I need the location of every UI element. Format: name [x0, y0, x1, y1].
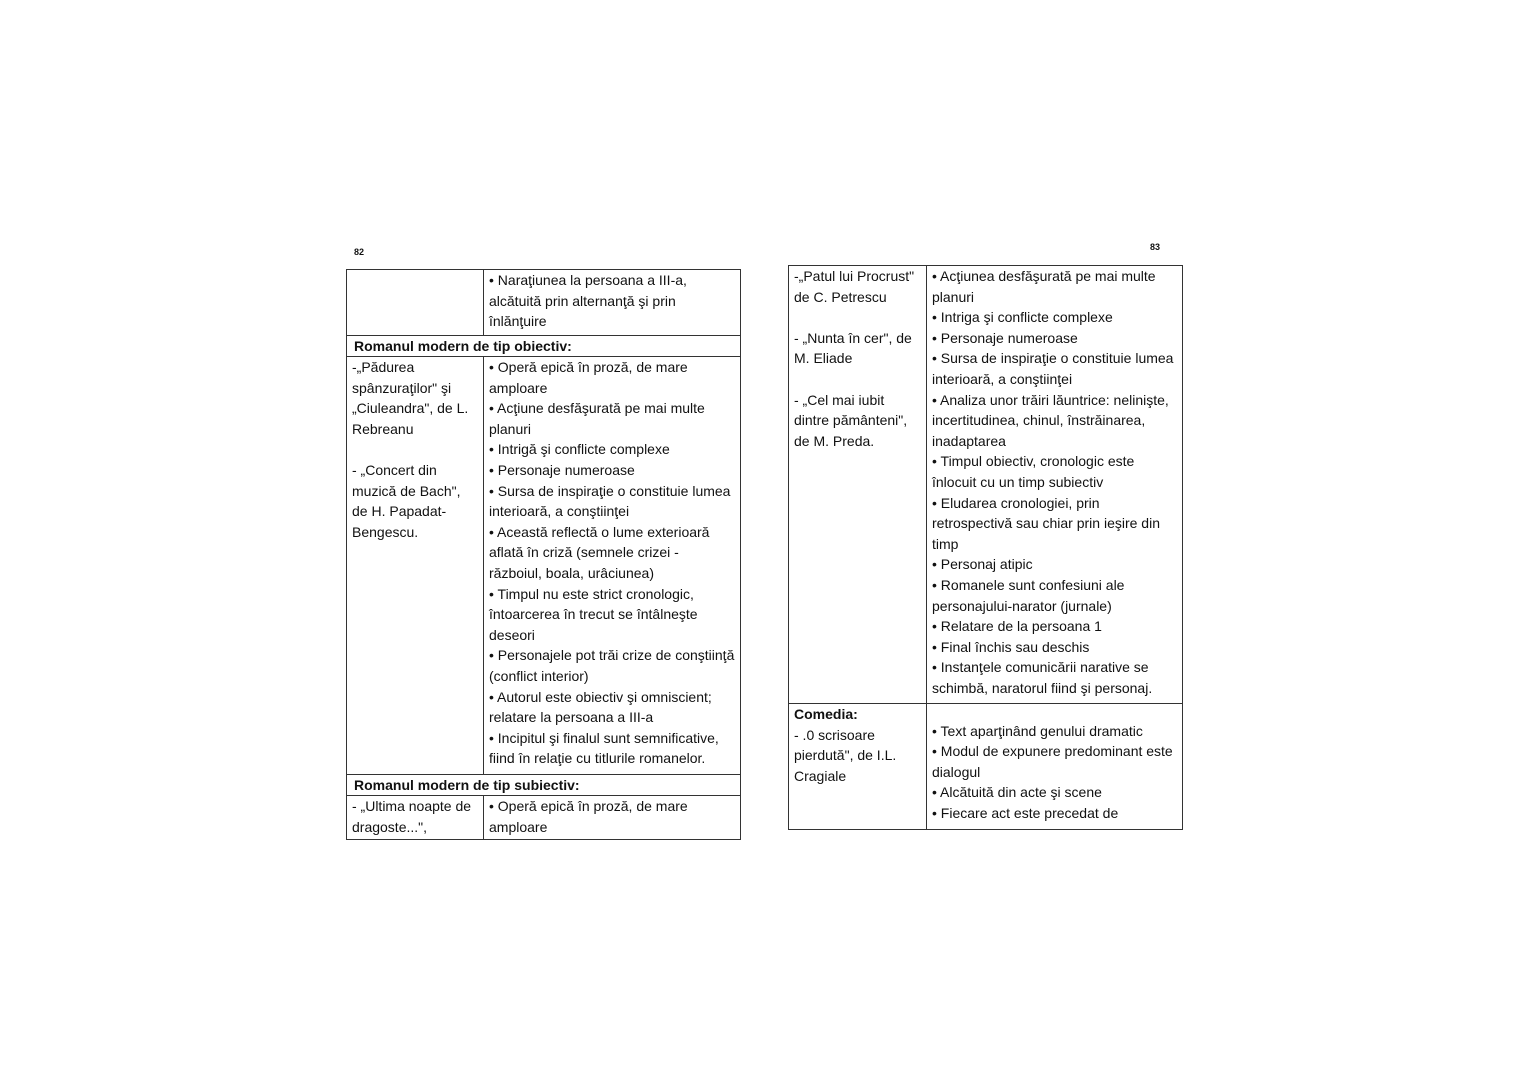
right-page-table — [788, 265, 1183, 830]
list-item: • Operă epică în proză, de mare amploare — [489, 359, 688, 396]
list-item: • Personaj atipic — [932, 556, 1033, 573]
list-item: • Personaje numeroase — [489, 461, 635, 478]
titles-cell — [347, 270, 484, 336]
section-row — [347, 775, 741, 796]
list-item: • Relatare de la persoana 1 — [932, 618, 1102, 635]
list-item: • Operă epică în proză, de mare amploare — [489, 798, 688, 835]
list-item: • Naraţiunea la persoana a III-a, alcătuită prin alternanţă şi prin înlănţuire — [489, 272, 687, 330]
list-item: • Incipitul şi finalul sunt semnificative, fiind în relaţie cu titlurile romanelor. — [489, 729, 719, 767]
list-item: • Final închis sau deschis — [932, 638, 1090, 655]
features-cell — [484, 270, 741, 336]
page-number-left: 82 — [354, 247, 365, 257]
list-item: • Intrigă şi conflicte complexe — [489, 441, 670, 458]
list-item: • Personajele pot trăi crize de conştiinţă (conflict interior) — [489, 647, 735, 684]
page-number-right: 83 — [1150, 242, 1161, 252]
left-page-table — [346, 269, 741, 840]
features-cell — [484, 357, 741, 775]
section-heading: Romanul modern de tip obiectiv: — [347, 336, 741, 357]
list-item: • Acţiunea desfăşurată pe mai multe planuri — [932, 268, 1156, 305]
work-title: -„Patul lui Procrust" de C. Petrescu — [794, 268, 915, 305]
features-cell — [927, 704, 1183, 830]
features-cell — [927, 266, 1183, 704]
list-item: • Autorul este obiectiv şi omniscient; relatare la persoana a III-a — [489, 688, 712, 726]
titles-cell — [789, 266, 927, 704]
list-item: • Timpul nu este strict cronologic, întoarcerea în trecut se întâlneşte deseori — [489, 585, 698, 643]
list-item: • Alcătuită din acte şi scene — [932, 784, 1102, 801]
list-item: • Timpul obiectiv, cronologic este înlocuit cu un timp subiectiv — [932, 453, 1135, 490]
list-item: • Fiecare act este precedat de — [932, 804, 1119, 821]
table-row — [789, 266, 1183, 704]
work-title: - „Cel mai iubit dintre pământeni", de M. Preda. — [794, 391, 908, 449]
titles-cell — [347, 357, 484, 775]
section-heading: Romanul modern de tip subiectiv: — [347, 775, 741, 796]
titles-cell — [347, 796, 484, 840]
list-item: • Intriga şi conflicte complexe — [932, 309, 1113, 326]
work-title: - „Ultima noapte de dragoste...", — [352, 798, 472, 835]
table-row — [789, 704, 1183, 830]
list-item: • Romanele sunt confesiuni ale personajului-narator (jurnale) — [932, 576, 1125, 614]
table-row — [347, 270, 741, 336]
titles-cell — [789, 704, 927, 830]
work-title: - .0 scrisoare pierdută", de I.L. Cragiale — [794, 726, 897, 784]
list-item: • Această reflectă o lume exterioară aflată în criză (semnele crizei - războiul, boala, urâciunea) — [489, 523, 710, 581]
list-item: • Sursa de inspiraţie o constituie lumea interioară, a conştiinţei — [489, 482, 731, 520]
list-item: • Text aparţinând genului dramatic — [932, 722, 1143, 739]
table-row — [347, 796, 741, 840]
work-title: -„Pădurea spânzuraţilor" şi „Ciuleandra", de L. Rebreanu — [352, 359, 469, 437]
work-title: - „Concert din muzică de Bach", de H. Papadat-Bengescu. — [352, 461, 461, 540]
list-item: • Sursa de inspiraţie o constituie lumea interioară, a conştiinţei — [932, 350, 1174, 387]
list-item: • Analiza unor trăiri lăuntrice: nelinişte, incertitudinea, chinul, înstrăinarea, inadaptarea — [932, 391, 1169, 449]
list-item: • Modul de expunere predominant este dialogul — [932, 743, 1173, 780]
work-title: - „Nunta în cer", de M. Eliade — [794, 329, 912, 367]
list-item: • Acţiune desfăşurată pe mai multe planuri — [489, 400, 705, 437]
section-row — [347, 336, 741, 357]
list-item: • Instanţele comunicării narative se schimbă, naratorul fiind şi personaj. — [932, 659, 1153, 696]
list-item: • Personaje numeroase — [932, 329, 1078, 346]
section-heading: Comedia: — [794, 706, 858, 722]
list-item: • Eludarea cronologiei, prin retrospectivă sau chiar prin ieşire din timp — [932, 494, 1160, 552]
features-cell — [484, 796, 741, 840]
table-row — [347, 357, 741, 775]
